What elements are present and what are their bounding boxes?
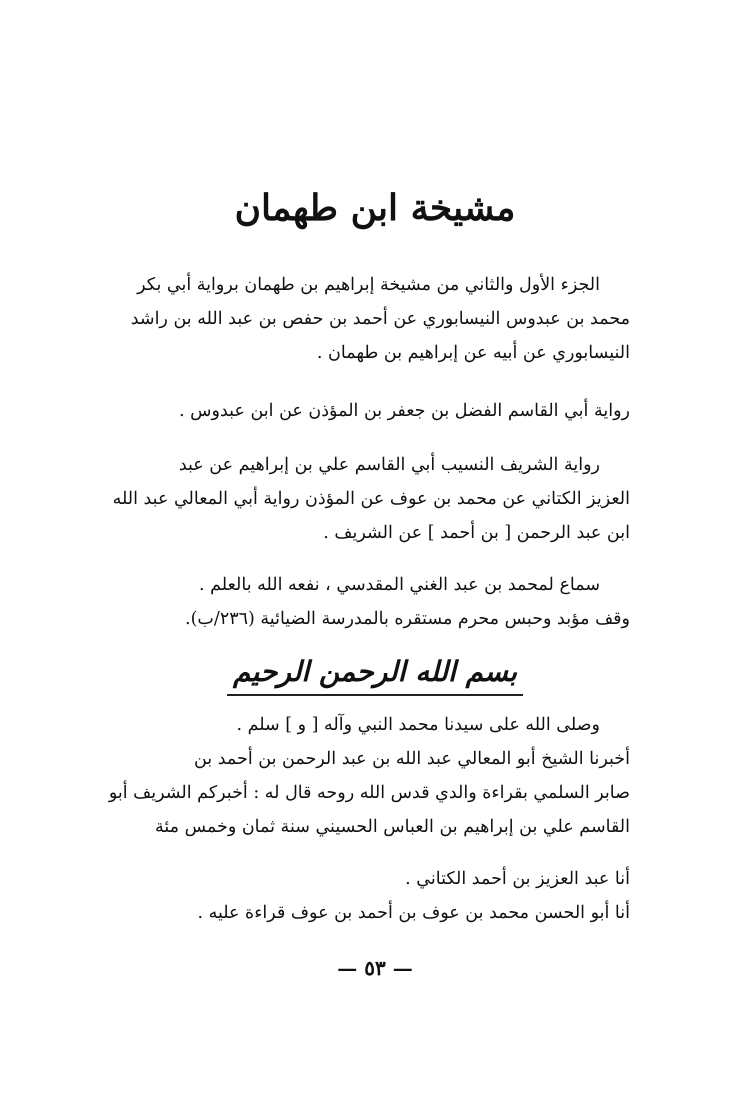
text-line: أنا أبو الحسن محمد بن عوف بن أحمد بن عوف قراءة عليه . <box>197 903 630 923</box>
text-line: العزيز الكتاني عن محمد بن عوف عن المؤذن رواية أبي المعالي عبد الله <box>112 489 630 509</box>
basmala-text: بسم الله الرحمن الرحيم <box>227 650 523 696</box>
text-line: أخبرنا الشيخ أبو المعالي عبد الله بن عبد الرحمن بن أحمد بن <box>193 749 630 769</box>
page-title: مشيخة ابن طهمان <box>234 187 516 229</box>
basmala-calligraphy <box>0 650 750 696</box>
text-line: رواية الشريف النسيب أبي القاسم علي بن إبراهيم عن عبد <box>178 455 600 475</box>
samaa-paragraph <box>110 568 630 636</box>
text-line: رواية أبي القاسم الفضل بن جعفر بن المؤذن عن ابن عبدوس . <box>179 401 630 421</box>
text-line: محمد بن عبدوس النيسابوري عن أحمد بن حفص بن عبد الله بن راشد <box>130 309 630 329</box>
isnad-paragraph <box>110 708 630 844</box>
text-line: الجزء الأول والثاني من مشيخة إبراهيم بن طهمان برواية أبي بكر <box>137 275 600 295</box>
text-line: النيسابوري عن أبيه عن إبراهيم بن طهمان . <box>316 343 630 363</box>
text-line: صابر السلمي بقراءة والدي قدس الله روحه قال له : أخبركم الشريف أبو <box>108 783 630 803</box>
riwaya-sharif-paragraph <box>110 448 630 550</box>
intro-paragraph <box>110 268 630 370</box>
text-line: القاسم علي بن إبراهيم بن العباس الحسيني سنة ثمان وخمس مئة <box>154 817 630 837</box>
anba-paragraph <box>110 862 630 930</box>
text-line: ابن عبد الرحمن [ بن أحمد ] عن الشريف . <box>323 523 630 543</box>
page-number: — ٥٣ — <box>337 956 413 980</box>
text-line: أنا عبد العزيز بن أحمد الكتاني . <box>405 869 630 889</box>
text-line: وصلى الله على سيدنا محمد النبي وآله [ و ] سلم . <box>236 715 600 735</box>
riwaya-paragraph <box>110 394 630 428</box>
text-line: وقف مؤبد وحبس محرم مستقره بالمدرسة الضيائية (٢٣٦/ب). <box>185 609 630 629</box>
text-line: سماع لمحمد بن عبد الغني المقدسي ، نفعه الله بالعلم . <box>199 575 600 595</box>
